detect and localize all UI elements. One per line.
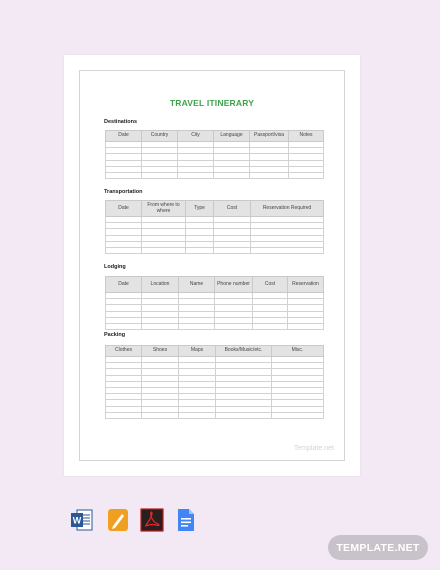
table-cell bbox=[106, 172, 142, 178]
column-header: Clothes bbox=[106, 346, 142, 357]
table-cell bbox=[215, 323, 253, 329]
table-cell bbox=[142, 412, 179, 418]
section-label-destinations: Destinations bbox=[104, 119, 138, 125]
table-cell bbox=[250, 172, 289, 178]
column-header: Location bbox=[142, 277, 179, 293]
table-body bbox=[106, 293, 324, 330]
pdf-icon[interactable] bbox=[140, 508, 162, 532]
column-header: Maps bbox=[179, 346, 216, 357]
document-title: TRAVEL ITINERARY bbox=[169, 98, 255, 108]
table-cell bbox=[142, 247, 186, 253]
column-header: Name bbox=[179, 277, 215, 293]
column-header: Type bbox=[186, 201, 214, 217]
table-cell bbox=[214, 172, 250, 178]
section-label-transportation: Transportation bbox=[104, 189, 143, 195]
section-label-lodging: Lodging bbox=[104, 264, 126, 270]
table-cell bbox=[253, 323, 288, 329]
packing-table bbox=[105, 345, 324, 419]
table-row bbox=[106, 323, 324, 329]
table-cell bbox=[289, 172, 324, 178]
table-row bbox=[106, 172, 324, 178]
table-cell bbox=[106, 412, 142, 418]
column-header: Reservation Required bbox=[251, 201, 324, 217]
section-label-packing: Packing bbox=[104, 332, 126, 338]
table-cell bbox=[186, 247, 214, 253]
column-header: Date bbox=[106, 201, 142, 217]
column-header: Passport/visa bbox=[250, 131, 289, 142]
lodging-table bbox=[105, 276, 324, 330]
table-cell bbox=[179, 323, 215, 329]
table-cell bbox=[106, 323, 142, 329]
table-cell bbox=[288, 323, 324, 329]
column-header: Cost bbox=[253, 277, 288, 293]
column-header: Misc. bbox=[272, 346, 324, 357]
watermark: Template.net bbox=[293, 445, 334, 452]
column-header: Books/Music/etc. bbox=[216, 346, 272, 357]
column-header: Date bbox=[106, 131, 142, 142]
document-preview bbox=[64, 55, 360, 476]
table-cell bbox=[142, 172, 178, 178]
table-cell bbox=[214, 247, 251, 253]
column-header: Reservation bbox=[288, 277, 324, 293]
table-body bbox=[106, 357, 324, 419]
column-header: Date bbox=[106, 277, 142, 293]
table-cell bbox=[251, 247, 324, 253]
table-cell bbox=[106, 247, 142, 253]
table-body bbox=[106, 217, 324, 254]
destinations-table bbox=[105, 130, 324, 179]
table-row bbox=[106, 412, 324, 418]
column-header: City bbox=[178, 131, 214, 142]
table-cell bbox=[179, 412, 216, 418]
document-border bbox=[79, 70, 345, 461]
template-net-badge[interactable]: TEMPLATE.NET bbox=[328, 535, 428, 560]
column-header: Phone number bbox=[215, 277, 253, 293]
table-cell bbox=[216, 412, 272, 418]
column-header: Language bbox=[214, 131, 250, 142]
transportation-table bbox=[105, 200, 324, 254]
column-header: From where to where bbox=[142, 201, 186, 217]
column-header: Country bbox=[142, 131, 178, 142]
table-cell bbox=[272, 412, 324, 418]
table-body bbox=[106, 142, 324, 179]
svg-text:W: W bbox=[72, 515, 82, 526]
google-docs-icon[interactable] bbox=[174, 508, 196, 532]
pages-icon[interactable] bbox=[106, 508, 128, 532]
column-header: Shoes bbox=[142, 346, 179, 357]
column-header: Cost bbox=[214, 201, 251, 217]
table-row bbox=[106, 247, 324, 253]
word-icon[interactable] bbox=[70, 508, 92, 532]
column-header: Notes bbox=[289, 131, 324, 142]
table-cell bbox=[142, 323, 179, 329]
table-cell bbox=[178, 172, 214, 178]
